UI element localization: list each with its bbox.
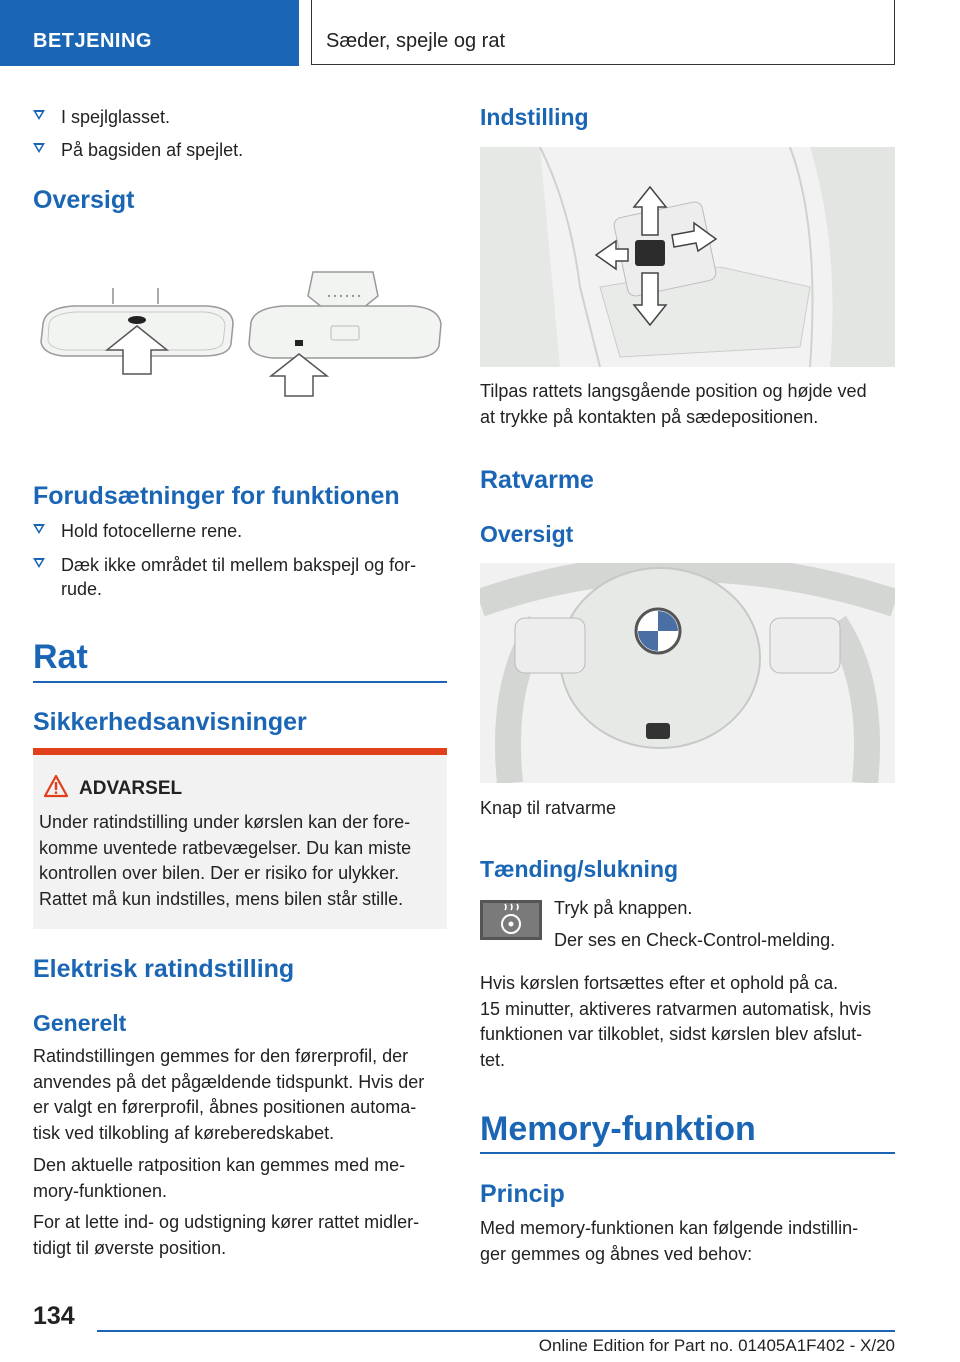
text-line: tisk ved tilkobling af køreberedskabet. xyxy=(33,1122,335,1143)
taending-line: Tryk på knappen. xyxy=(554,898,693,918)
warning-triangle-icon xyxy=(43,774,69,798)
warning-box xyxy=(33,748,447,929)
mirror-illustration xyxy=(33,262,447,412)
heading-taending: Tænding/slukning xyxy=(480,856,679,882)
bullet-text: Hold fotocellerne rene. xyxy=(61,521,243,541)
header-chapter-label: Sæder, spejle og rat xyxy=(326,30,505,52)
bullet-triangle-icon xyxy=(33,143,45,153)
bullet-triangle-icon xyxy=(33,524,45,534)
paragraph-princip xyxy=(480,1216,900,1267)
bullet-text: Dæk ikke området til mellem bakspejl og for- xyxy=(61,555,417,575)
paragraph-indstilling xyxy=(480,379,900,430)
warning-line: Rattet må kun indstilles, mens bilen står stille. xyxy=(39,888,404,909)
rear-mirror-icon xyxy=(33,262,447,412)
text-line: 15 minutter, aktiveres ratvarmen automatisk, hvis xyxy=(480,998,872,1019)
warning-title: ADVARSEL xyxy=(79,778,183,799)
header-chapter-box xyxy=(311,0,895,65)
heading-forudsaetninger: Forudsætninger for funktionen xyxy=(33,482,400,510)
heading-princip: Princip xyxy=(480,1180,565,1208)
text-line: tidigt til øverste position. xyxy=(33,1237,227,1258)
section-rule xyxy=(33,681,447,683)
paragraph-generelt-3 xyxy=(33,1210,453,1261)
bullet-text: rude. xyxy=(61,579,103,599)
footer-rule xyxy=(97,1330,895,1332)
bullet-text: På bagsiden af spejlet. xyxy=(61,140,244,160)
taending-line: Der ses en Check-Control-melding. xyxy=(554,930,836,950)
text-line: Hvis kørslen fortsættes efter et ophold på ca. xyxy=(480,973,839,993)
warning-line: kontrollen over bilen. Der er risiko for ulykker. xyxy=(39,863,400,883)
text-line: mory-funktionen. xyxy=(33,1180,168,1201)
heading-sikkerhed: Sikkerhedsanvisninger xyxy=(33,708,307,736)
heading-memory: Memory-funktion xyxy=(480,1110,756,1148)
page-number: 134 xyxy=(33,1302,75,1330)
paragraph-generelt-2 xyxy=(33,1153,453,1204)
warning-text xyxy=(39,810,443,912)
header-section-label: BETJENING xyxy=(33,30,152,52)
caption-ratvarme: Knap til ratvarme xyxy=(480,798,617,818)
footer-edition: Online Edition for Part no. 01405A1F402 - X/20 xyxy=(538,1336,895,1355)
heading-oversigt-right: Oversigt xyxy=(480,521,574,547)
text-line: er valgt en førerprofil, åbnes positionen automa- xyxy=(33,1097,417,1117)
warning-bar xyxy=(33,748,447,755)
text-line: funktionen var tilkoblet, sidst kørslen blev afslut- xyxy=(480,1024,863,1044)
text-line: For at lette ind- og udstigning kører rattet midler- xyxy=(33,1212,420,1232)
bullet-triangle-icon xyxy=(33,110,45,120)
bullet-triangle-icon xyxy=(33,558,45,568)
heading-generelt: Generelt xyxy=(33,1010,127,1036)
text-line: Den aktuelle ratposition kan gemmes med me- xyxy=(33,1155,406,1175)
text-line: Med memory-funktionen kan følgende indstillin- xyxy=(480,1218,859,1238)
text-line: Tilpas rattets langsgående position og højde ved xyxy=(480,381,867,401)
steering-column-switch-icon xyxy=(480,147,895,367)
paragraph-generelt-1 xyxy=(33,1044,453,1146)
text-line: ger gemmes og åbnes ved behov: xyxy=(480,1243,753,1264)
heading-elektrisk: Elektrisk ratindstilling xyxy=(33,955,295,983)
heading-ratvarme: Ratvarme xyxy=(480,466,594,494)
steering-wheel-photo xyxy=(480,563,895,783)
heading-rat: Rat xyxy=(33,638,88,676)
text-line: anvendes på det pågældende tidspunkt. Hvis der xyxy=(33,1071,425,1092)
heading-indstilling: Indstilling xyxy=(480,104,589,130)
heading-oversigt: Oversigt xyxy=(33,186,135,214)
bullet-text: I spejlglasset. xyxy=(61,107,171,127)
paragraph-hvis xyxy=(480,971,900,1073)
steering-wheel-icon xyxy=(480,563,895,783)
warning-line: komme uventede ratbevægelser. Du kan miste xyxy=(39,837,412,858)
steering-adjust-photo xyxy=(480,147,895,367)
steering-heating-button-icon xyxy=(480,900,542,940)
section-rule xyxy=(480,1152,895,1154)
text-line: Ratindstillingen gemmes for den førerprofil, der xyxy=(33,1046,409,1066)
warning-line: Under ratindstilling under kørslen kan der fore- xyxy=(39,812,411,832)
header-section-tab xyxy=(0,0,299,66)
text-line: at trykke på kontakten på sædepositionen. xyxy=(480,406,819,427)
text-line: tet. xyxy=(480,1049,506,1070)
